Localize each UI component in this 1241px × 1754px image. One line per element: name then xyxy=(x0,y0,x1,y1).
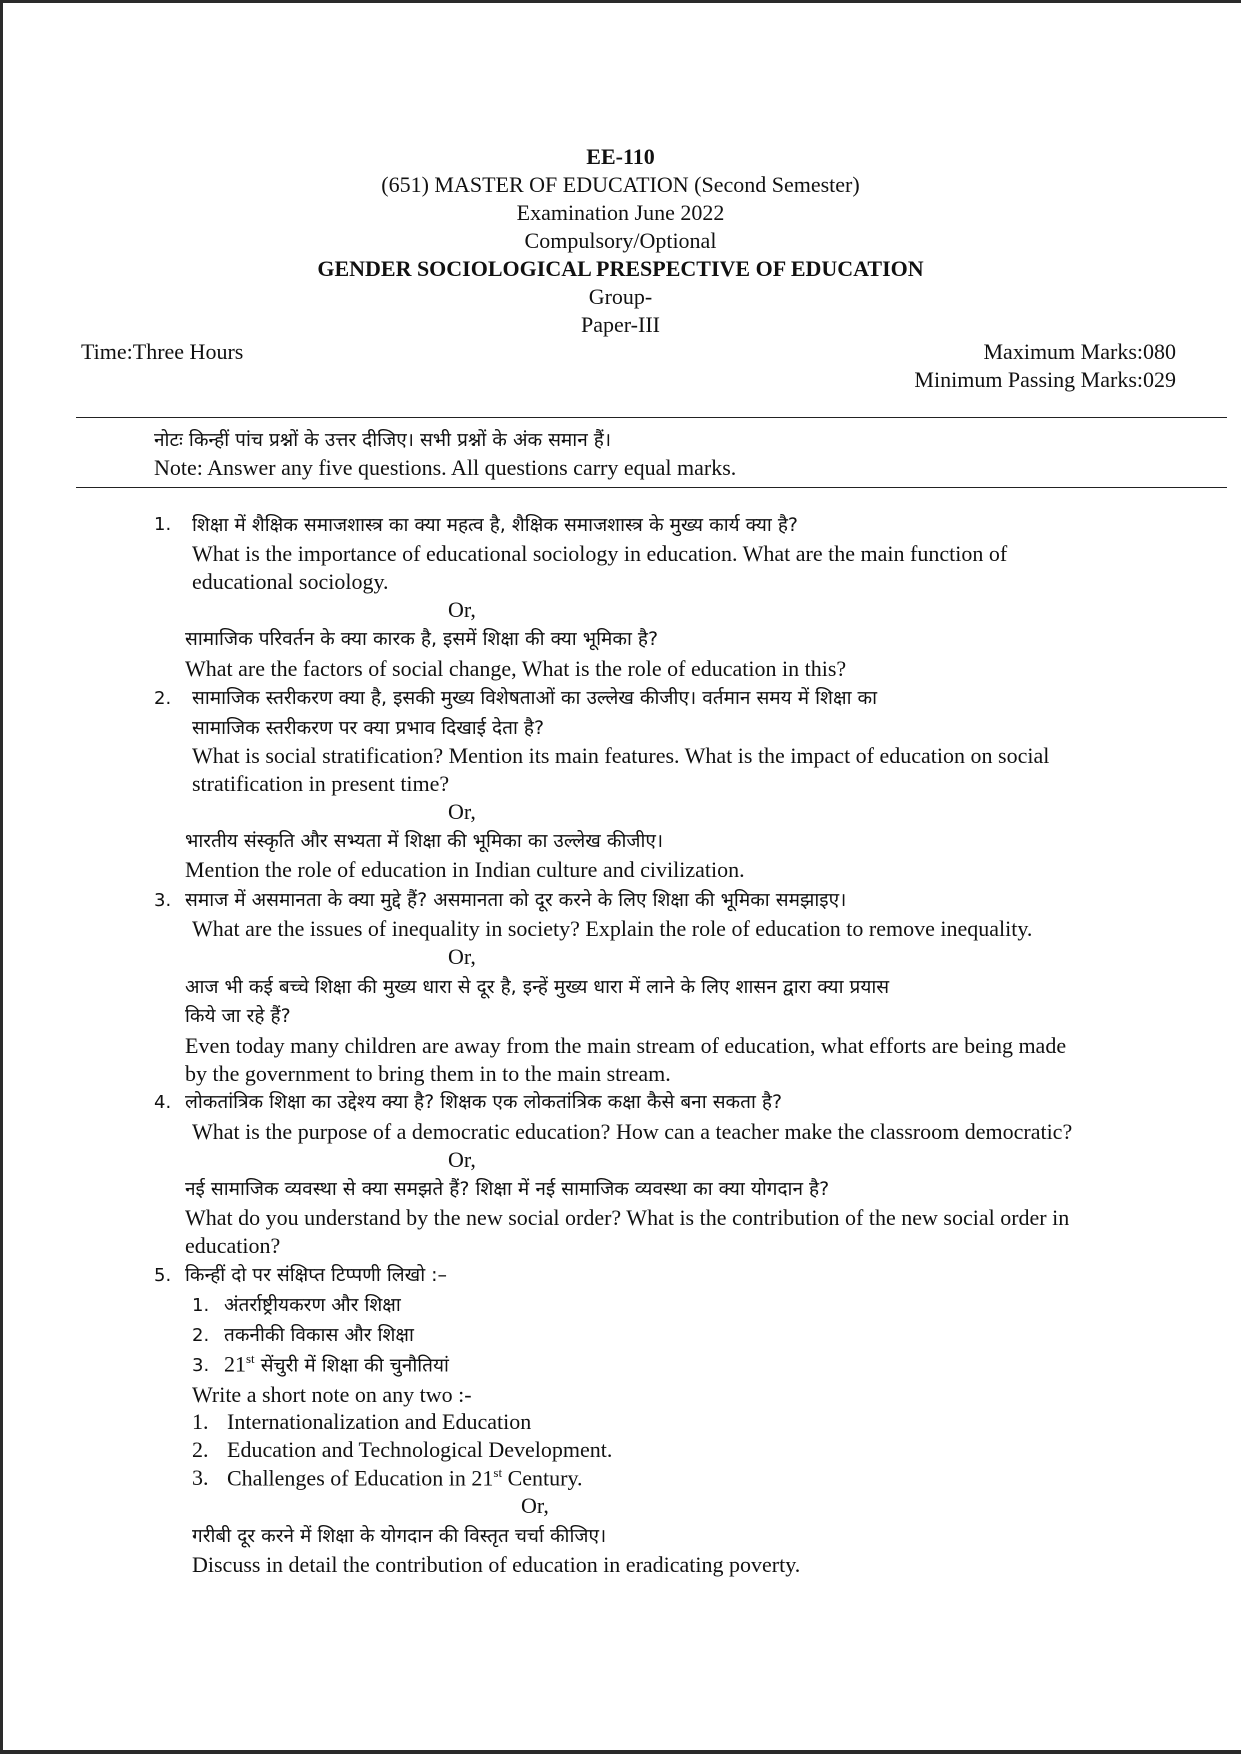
alternate-question-hindi: भारतीय संस्कृति और सभ्यता में शिक्षा की भूमिका का उल्लेख कीजीए। xyxy=(185,830,664,852)
option-number: 1. xyxy=(192,1295,210,1316)
alternate-question-english: What do you understand by the new social order? What is the contribution of the new social order in xyxy=(185,1205,1070,1230)
alternate-question-hindi: किये जा रहे हैं? xyxy=(185,1005,291,1027)
option-text: 21 xyxy=(224,1351,246,1377)
paper-type: Compulsory/Optional xyxy=(524,228,717,253)
question-english: What is the purpose of a democratic education? How can a teacher make the classroom democratic? xyxy=(192,1119,1073,1144)
divider-bottom xyxy=(76,487,1227,488)
option-text: Challenges of Education in 21 xyxy=(227,1465,494,1491)
question-number: 4. xyxy=(154,1092,172,1113)
option-number: 2. xyxy=(192,1437,209,1462)
question-hindi: लोकतांत्रिक शिक्षा का उद्देश्य क्या है? शिक्षक एक लोकतांत्रिक कक्षा कैसे बना सकता है? xyxy=(185,1091,783,1113)
minimum-marks: Minimum Passing Marks:029 xyxy=(914,367,1176,392)
question-number: 2. xyxy=(154,688,172,709)
option-number: 3. xyxy=(192,1355,210,1376)
exam-header xyxy=(0,143,1241,339)
question-english: What is the importance of educational sociology in education. What are the main function of xyxy=(192,541,1008,566)
option-number: 3. xyxy=(192,1465,209,1490)
paper-number: Paper-III xyxy=(581,312,660,337)
divider-top xyxy=(76,417,1227,418)
alternate-question-hindi: आज भी कई बच्चे शिक्षा की मुख्य धारा से दूर है, इन्हें मुख्य धारा में लाने के लिए शासन द्वारा क्या प्रयास xyxy=(185,976,890,998)
question-number: 3. xyxy=(154,890,172,911)
question-hindi: समाज में असमानता के क्या मुद्दे हैं? असमानता को दूर करने के लिए शिक्षा की भूमिका समझाइए। xyxy=(185,889,847,911)
maximum-marks: Maximum Marks:080 xyxy=(983,339,1176,364)
or-separator: Or, xyxy=(448,944,476,969)
alternate-question-english: What are the factors of social change, What is the role of education in this? xyxy=(185,656,847,681)
group-label: Group- xyxy=(588,284,653,309)
scan-border-top xyxy=(0,0,1241,3)
option-hindi: तकनीकी विकास और शिक्षा xyxy=(224,1324,414,1346)
alternate-question-english: Mention the role of education in Indian culture and civilization. xyxy=(185,857,745,882)
course-title: (651) MASTER OF EDUCATION (Second Semester) xyxy=(381,172,860,197)
question-number: 1. xyxy=(154,514,172,535)
option-english xyxy=(227,1465,583,1491)
option-english: Internationalization and Education xyxy=(227,1409,532,1434)
option-number: 1. xyxy=(192,1409,209,1434)
question-hindi: शिक्षा में शैक्षिक समाजशास्त्र का क्या महत्व है, शैक्षिक समाजशास्त्र के मुख्य कार्य क्या है? xyxy=(192,514,799,536)
alternate-question-english: Even today many children are away from the main stream of education, what efforts are being made xyxy=(185,1033,1067,1058)
alternate-question-english: education? xyxy=(185,1233,281,1258)
alternate-question-english: by the government to bring them in to the main stream. xyxy=(185,1061,671,1086)
note-english: Note: Answer any five questions. All questions carry equal marks. xyxy=(154,455,737,480)
or-separator: Or, xyxy=(521,1493,549,1518)
alternate-question-hindi: नई सामाजिक व्यवस्था से क्या समझते हैं? शिक्षा में नई सामाजिक व्यवस्था का क्या योगदान है? xyxy=(185,1178,830,1200)
ordinal-suffix: st xyxy=(493,1465,503,1480)
or-separator: Or, xyxy=(448,799,476,824)
note-hindi: नोटः किन्हीं पांच प्रश्नों के उत्तर दीजिए। सभी प्रश्नों के अंक समान हैं। xyxy=(154,429,612,451)
option-hindi: अंतर्राष्ट्रीयकरण और शिक्षा xyxy=(224,1294,401,1316)
alternate-question-english: Discuss in detail the contribution of education in eradicating poverty. xyxy=(192,1552,801,1577)
question-number: 5. xyxy=(154,1265,172,1286)
question-hindi: सामाजिक स्तरीकरण पर क्या प्रभाव दिखाई देता है? xyxy=(192,717,545,739)
scan-border-bottom xyxy=(0,1750,1241,1754)
or-separator: Or, xyxy=(448,597,476,622)
question-hindi: किन्हीं दो पर संक्षिप्त टिप्पणी लिखो :– xyxy=(185,1264,448,1286)
question-english: Write a short note on any two :- xyxy=(192,1382,472,1407)
question-english: What is social stratification? Mention its main features. What is the impact of education on social xyxy=(192,743,1050,768)
question-english: What are the issues of inequality in society? Explain the role of education to remove inequality. xyxy=(192,916,1033,941)
option-text: सेंचुरी में शिक्षा की चुनौतियां xyxy=(254,1354,449,1377)
exam-session: Examination June 2022 xyxy=(516,200,725,225)
question-english: stratification in present time? xyxy=(192,771,450,796)
option-text: Century. xyxy=(502,1465,583,1491)
subject-title: GENDER SOCIOLOGICAL PRESPECTIVE OF EDUCATION xyxy=(317,256,924,281)
option-english: Education and Technological Development. xyxy=(227,1437,613,1462)
or-separator: Or, xyxy=(448,1147,476,1172)
question-hindi: सामाजिक स्तरीकरण क्या है, इसकी मुख्य विशेषताओं का उल्लेख कीजीए। वर्तमान समय में शिक्षा का xyxy=(192,687,878,709)
alternate-question-hindi: सामाजिक परिवर्तन के क्या कारक है, इसमें शिक्षा की क्या भूमिका है? xyxy=(185,628,659,650)
ordinal-suffix: st xyxy=(246,1351,255,1366)
alternate-question-hindi: गरीबी दूर करने में शिक्षा के योगदान की विस्तृत चर्चा कीजिए। xyxy=(192,1525,607,1547)
option-hindi xyxy=(224,1351,449,1377)
option-number: 2. xyxy=(192,1325,210,1346)
question-english: educational sociology. xyxy=(192,569,389,594)
paper-code: EE-110 xyxy=(586,144,655,169)
time-allowed: Time:Three Hours xyxy=(81,339,244,364)
